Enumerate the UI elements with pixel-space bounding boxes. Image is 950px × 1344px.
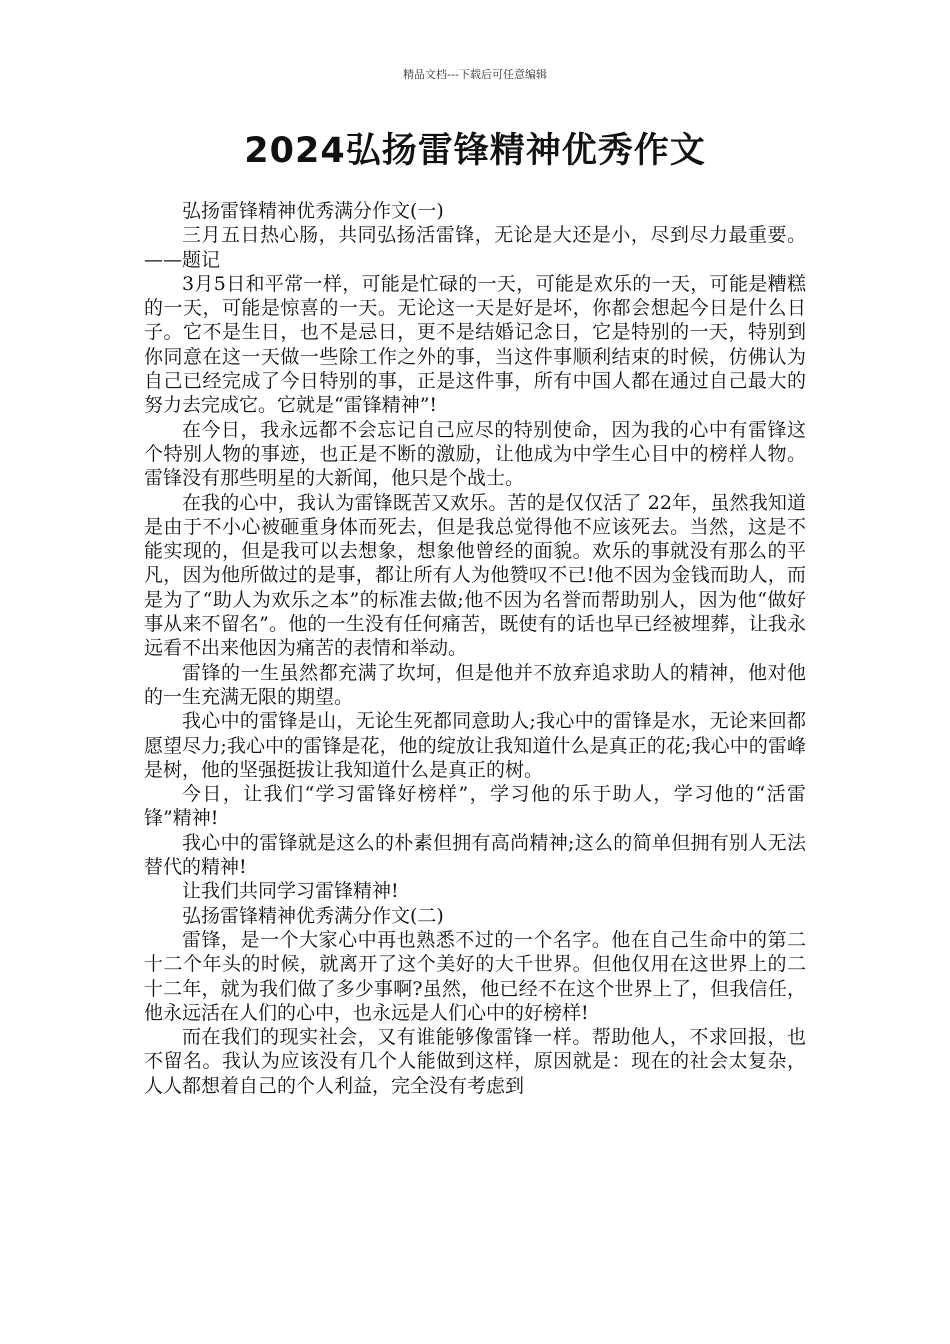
section-heading-1: 弘扬雷锋精神优秀满分作文(一) <box>182 200 444 222</box>
paragraph: 而在我们的现实社会，又有谁能够像雷锋一样。帮助他人，不求回报，也不留名。我认为应该没有几个人能做到这样，原因就是：现在的社会太复杂，人人都想着自己的个人利益，完全没有考虑到 <box>144 1026 806 1097</box>
page-header: 精品文档---下载后可任意编辑 <box>403 68 547 81</box>
document-body <box>144 199 806 1098</box>
paragraph: 3月5日和平常一样，可能是忙碌的一天，可能是欢乐的一天，可能是糟糕的一天，可能是惊喜的一天。无论这一天是好是坏，你都会想起今日是什么日子。它不是生日，也不是忌日，更不是结婚记念日，它是特别的一天，特别到你同意在这一天做一些除工作之外的事，当这件事顺利结束的时候，仿佛认为自己已经完成了今日特别的事，正是这件事，所有中国人都在通过自己最大的努力去完成它。它就是“雷锋精神”! <box>144 272 806 417</box>
paragraph: 我心中的雷锋就是这么的朴素但拥有高尚精神;这么的简单但拥有别人无法替代的精神! <box>144 831 806 879</box>
paragraph: 雷锋的一生虽然都充满了坎坷，但是他并不放弃追求助人的精神，他对他的一生充满无限的期望。 <box>144 661 806 708</box>
paragraph: 我心中的雷锋是山，无论生死都同意助人;我心中的雷锋是水，无论来回都愿望尽力;我心中的雷锋是花，他的绽放让我知道什么是真正的花;我心中的雷峰是树，他的坚强挺拔让我知道什么是真正的树。 <box>144 710 806 781</box>
paragraph: 今日，让我们“学习雷锋好榜样”，学习他的乐于助人，学习他的“活雷锋”精神! <box>144 783 806 830</box>
paragraph: 在今日，我永远都不会忘记自己应尽的特别使命，因为我的心中有雷锋这个特别人物的事迹，也正是不断的激励，让他成为中学生心目中的榜样人物。雷锋没有那些明星的大新闻，他只是个战士。 <box>144 418 806 490</box>
paragraph: 在我的心中，我认为雷锋既苦又欢乐。苦的是仅仅活了 22年，虽然我知道是由于不小心被砸重身体而死去，但是我总觉得他不应该死去。当然，这是不能实现的，但是我可以去想象，想象他曾经的面貌。欢乐的事就没有那么的平凡，因为他所做过的是事，都让所有人为他赞叹不已!他不因为金钱而助人，而是为了“助人为欢乐之本”的标准去做;他不因为名誉而帮助别人，因为他“做好事从来不留名”。他的一生没有任何痛苦，既使有的话也早已经被埋葬，让我永远看不出来他因为痛苦的表情和举动。 <box>144 491 806 660</box>
section-heading-2: 弘扬雷锋精神优秀满分作文(二) <box>182 904 444 927</box>
paragraph: 让我们共同学习雷锋精神! <box>182 880 399 903</box>
paragraph: 雷锋，是一个大家心中再也熟悉不过的一个名字。他在自己生命中的第二十二个年头的时候，就离开了这个美好的大千世界。但他仅用在这世界上的二十二年，就为我们做了多少事啊?虽然，他已经不在这个世界上了，但我信任，他永远活在人们的心中，也永远是人们心中的好榜样! <box>144 928 806 1024</box>
document-title: 2024弘扬雷锋精神优秀作文 <box>244 131 706 171</box>
paragraph-epigraph: 三月五日热心肠，共同弘扬活雷锋，无论是大还是小，尽到尽力最重要。——题记 <box>144 224 806 271</box>
